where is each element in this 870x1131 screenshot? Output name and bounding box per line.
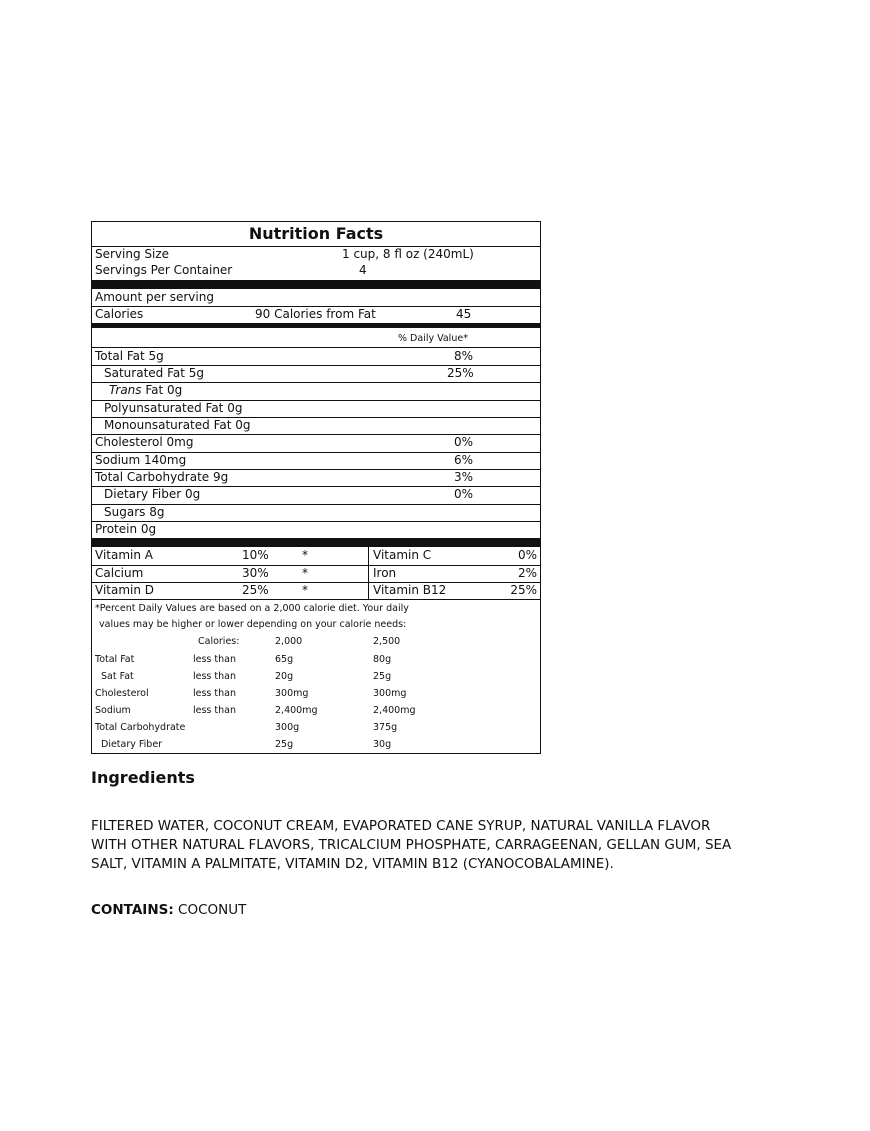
nutrient-dv-total-fat: 8%	[454, 349, 474, 363]
footer-calories-2000: 2,000	[275, 636, 303, 647]
footer-row-qualifier: less than	[193, 654, 236, 665]
nutrient-row-saturated-fat: Saturated Fat 5g	[104, 366, 205, 380]
nutrient-row-sodium: Sodium 140mg	[95, 453, 187, 467]
ingredients-line: WITH OTHER NATURAL FLAVORS, TRICALCIUM PHOSPHATE, CARRAGEENAN, GELLAN GUM, SEA	[91, 837, 732, 853]
ingredients-line: FILTERED WATER, COCONUT CREAM, EVAPORATED CANE SYRUP, NATURAL VANILLA FLAVOR	[91, 818, 711, 834]
contains-value: COCONUT	[178, 902, 247, 918]
footer-row-label: Dietary Fiber	[101, 739, 163, 750]
vitamin-d-label: Vitamin D	[95, 583, 155, 597]
vitamin-c-value: 0%	[517, 548, 537, 562]
vitamin-d-value: 25%	[242, 583, 269, 597]
nutrient-row-sugars: Sugars 8g	[104, 505, 165, 519]
vitamin-b12-value: 25%	[510, 583, 537, 597]
footer-row-label: Cholesterol	[95, 688, 149, 699]
footer-row-label: Total Carbohydrate	[95, 722, 186, 733]
serving-size-label: Serving Size	[95, 247, 170, 261]
footnote-line-1: *Percent Daily Values are based on a 2,000 calorie diet. Your daily	[95, 603, 409, 614]
nutrient-row-dietary-fiber: Dietary Fiber 0g	[104, 487, 201, 501]
vitamin-c-label: Vitamin C	[373, 548, 432, 562]
servings-per-container-value: 4	[359, 263, 367, 277]
footer-row-value-2000: 2,400mg	[275, 705, 318, 716]
calories-label: Calories	[95, 307, 144, 321]
vitamin-a-value: 10%	[242, 548, 269, 562]
nutrient-row-protein: Protein 0g	[95, 522, 157, 536]
nutrient-row-trans-fat: Trans Fat 0g	[109, 383, 183, 397]
ingredients-title: Ingredients	[91, 768, 195, 787]
footer-row-value-2000: 300g	[275, 722, 300, 733]
vitamin-separator: *	[302, 583, 308, 597]
iron-label: Iron	[373, 566, 397, 580]
footer-row-value-2000: 300mg	[275, 688, 309, 699]
vitamin-separator: *	[302, 548, 308, 562]
ingredients-line: SALT, VITAMIN A PALMITATE, VITAMIN D2, VITAMIN B12 (CYANOCOBALAMINE).	[91, 856, 614, 872]
ingredients-text	[91, 817, 791, 874]
vitamin-a-label: Vitamin A	[95, 548, 153, 562]
nutrient-dv-sodium: 6%	[454, 453, 474, 467]
nutrient-dv-total-carbohydrate: 3%	[454, 470, 474, 484]
nutrient-row-cholesterol: Cholesterol 0mg	[95, 435, 194, 449]
servings-per-container-label: Servings Per Container	[95, 263, 233, 277]
contains-label: CONTAINS:	[91, 902, 174, 918]
iron-value: 2%	[517, 566, 537, 580]
daily-value-header: % Daily Value*	[398, 333, 468, 344]
footer-row-label: Total Fat	[95, 654, 135, 665]
vitamin-separator: *	[302, 566, 308, 580]
nutrient-dv-saturated-fat: 25%	[447, 366, 474, 380]
footer-row-qualifier: less than	[193, 705, 236, 716]
footer-calories-label: Calories:	[198, 636, 240, 647]
footer-row-value-2500: 2,400mg	[373, 705, 416, 716]
footer-row-value-2000: 20g	[275, 671, 294, 682]
nutrient-row-total-fat: Total Fat 5g	[95, 349, 164, 363]
footer-row-qualifier: less than	[193, 688, 236, 699]
nutrient-row-total-carbohydrate: Total Carbohydrate 9g	[95, 470, 229, 484]
amount-per-serving: Amount per serving	[95, 290, 214, 304]
calcium-label: Calcium	[95, 566, 144, 580]
footer-row-value-2500: 375g	[373, 722, 398, 733]
footer-row-value-2000: 25g	[275, 739, 294, 750]
calories-value: 90 Calories from Fat	[255, 307, 376, 321]
nutrient-row-polyunsaturated-fat: Polyunsaturated Fat 0g	[104, 401, 243, 415]
footer-row-value-2500: 300mg	[373, 688, 407, 699]
footer-row-value-2500: 80g	[373, 654, 392, 665]
calcium-value: 30%	[242, 566, 269, 580]
footer-row-qualifier: less than	[193, 671, 236, 682]
footer-row-value-2500: 25g	[373, 671, 392, 682]
nutrient-dv-cholesterol: 0%	[454, 435, 474, 449]
serving-size-value: 1 cup, 8 fl oz (240mL)	[342, 247, 474, 261]
nutrient-row-monounsaturated-fat: Monounsaturated Fat 0g	[104, 418, 251, 432]
nutrition-facts-label	[91, 221, 541, 754]
footnote-line-2: values may be higher or lower depending on your calorie needs:	[99, 619, 407, 630]
footer-row-value-2500: 30g	[373, 739, 392, 750]
footer-row-label: Sodium	[95, 705, 131, 716]
contains-statement	[91, 902, 246, 918]
footer-row-value-2000: 65g	[275, 654, 294, 665]
vitamin-b12-label: Vitamin B12	[373, 583, 447, 597]
nutrient-dv-dietary-fiber: 0%	[454, 487, 474, 501]
calories-from-fat-value: 45	[456, 307, 472, 321]
nutrition-facts-title: Nutrition Facts	[248, 224, 384, 243]
footer-calories-2500: 2,500	[373, 636, 401, 647]
footer-row-label: Sat Fat	[101, 671, 134, 682]
